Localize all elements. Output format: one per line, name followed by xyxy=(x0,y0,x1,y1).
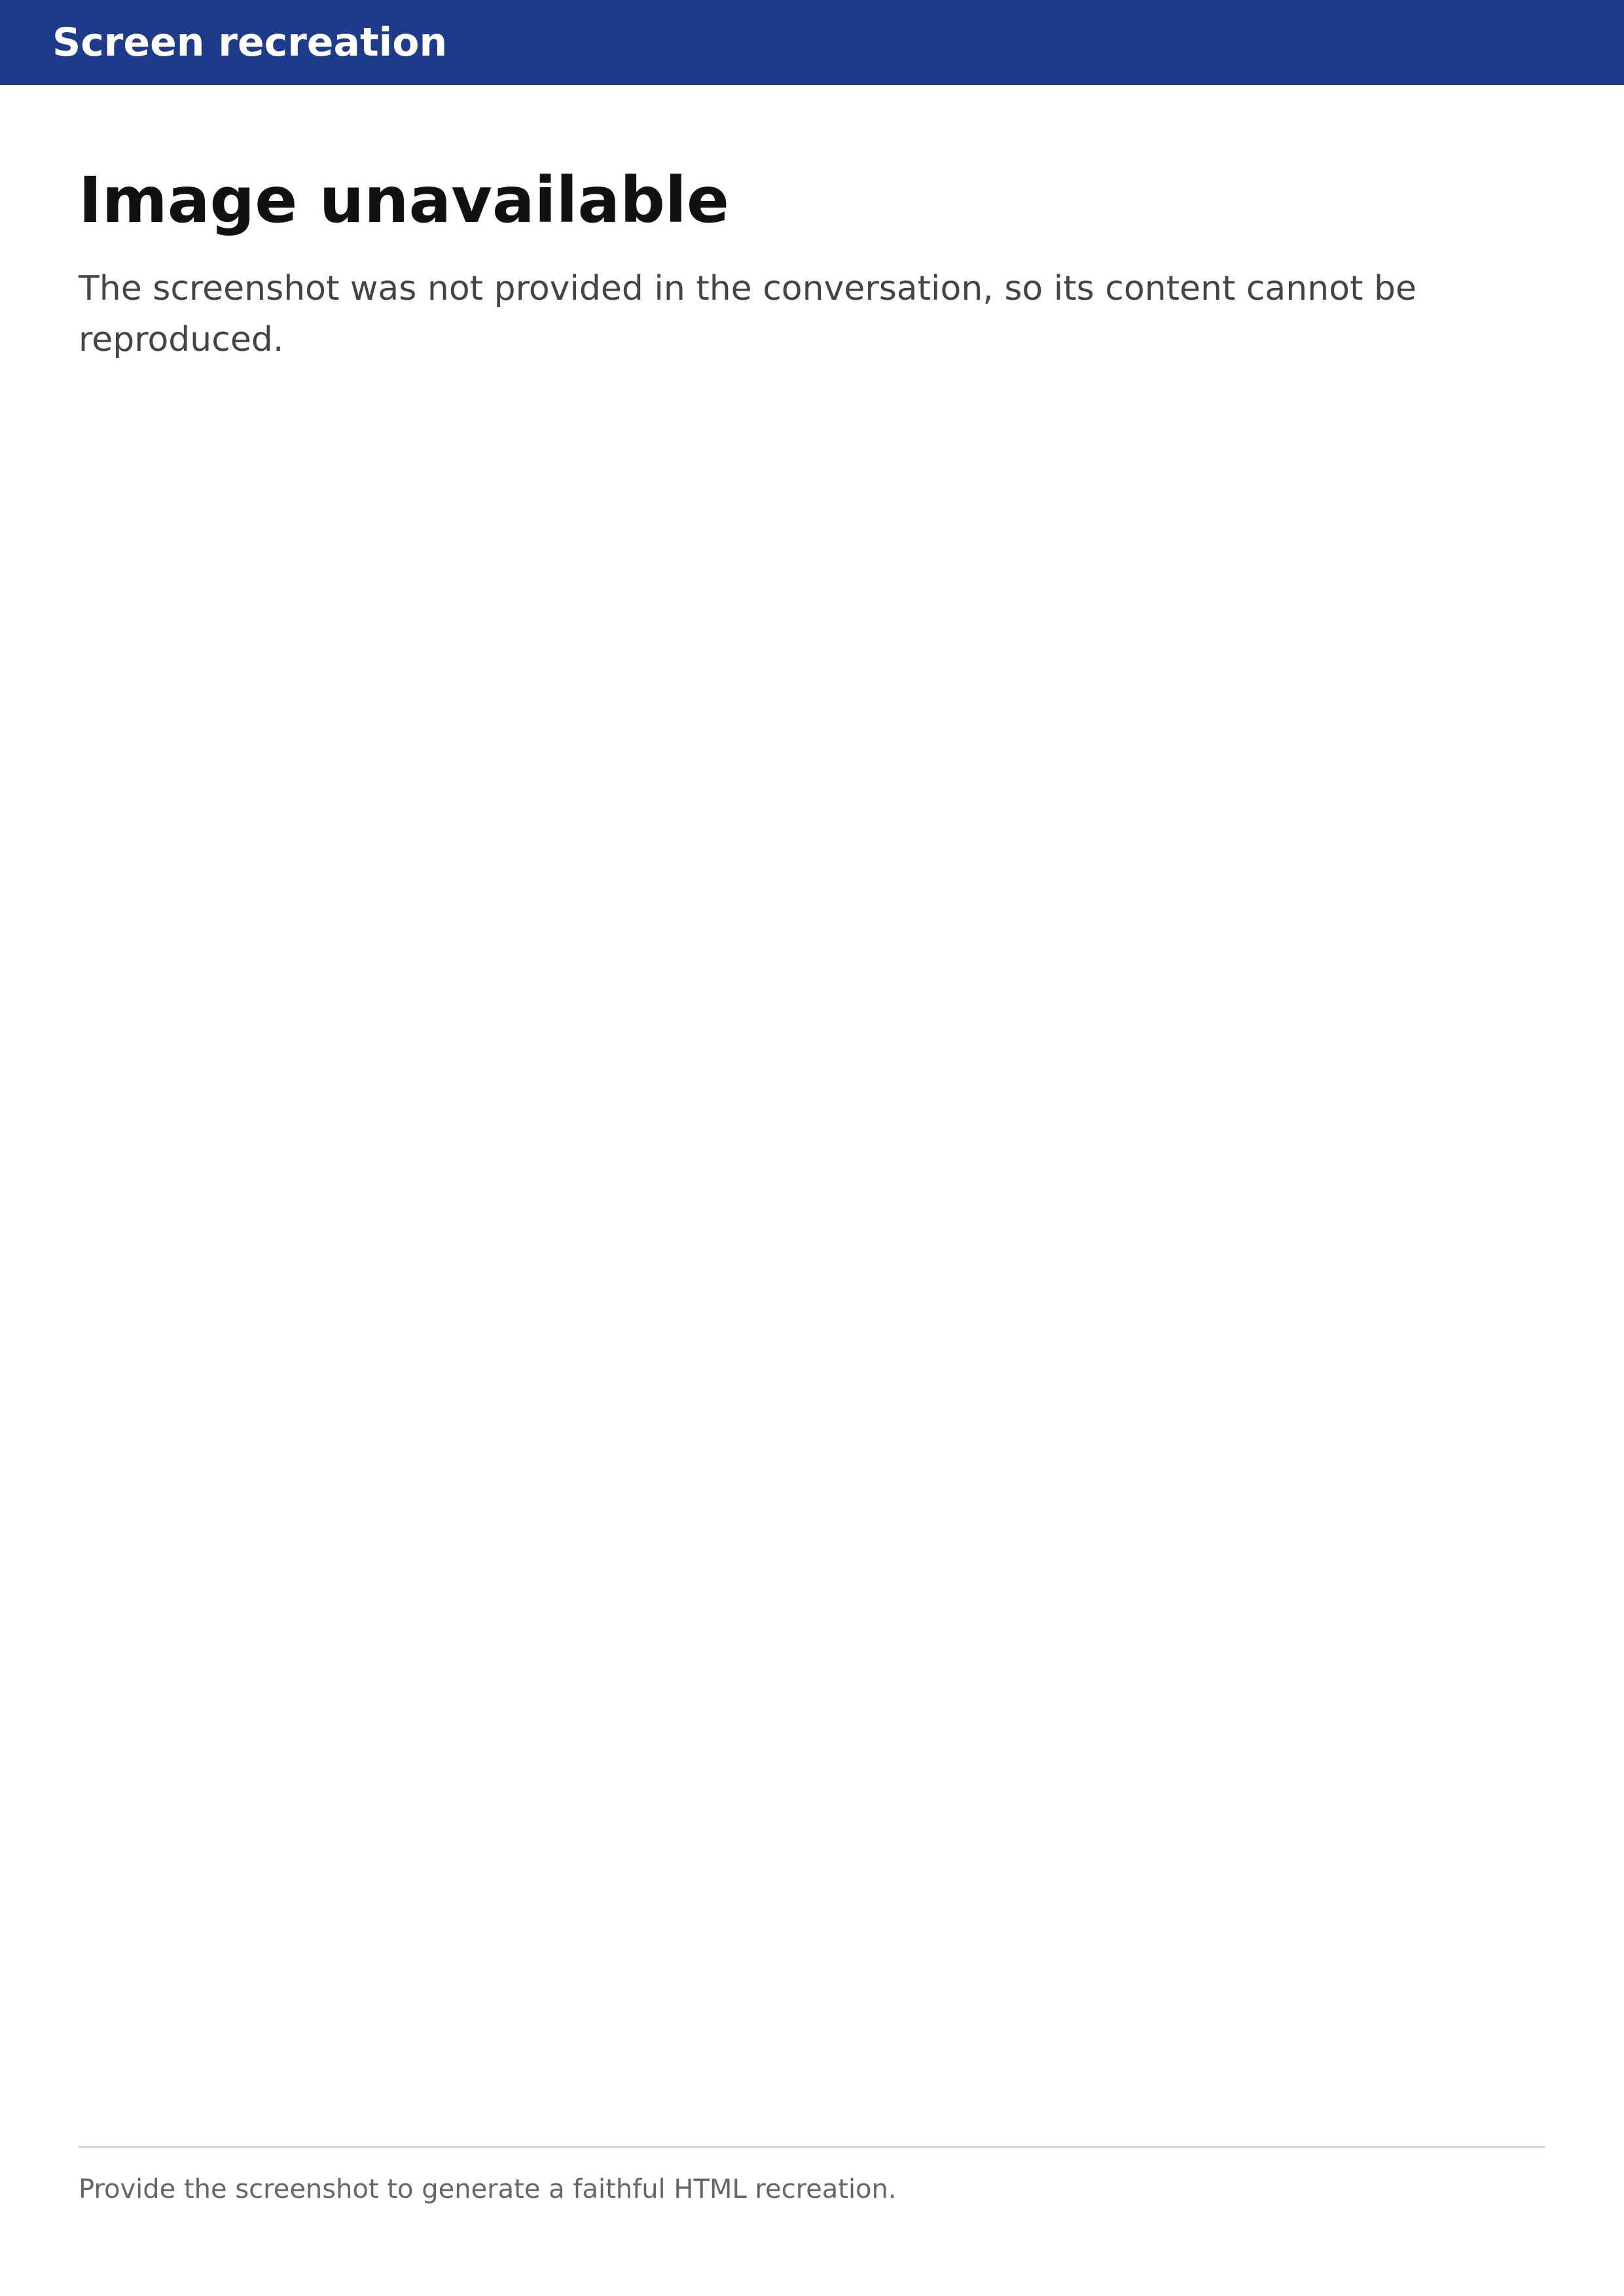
page-subtitle: The screenshot was not provided in the conversation, so its content cannot be reproduced. xyxy=(79,269,1416,359)
window-title: Screen recreation xyxy=(52,20,448,65)
page-title: Image unavailable xyxy=(79,164,729,237)
app-header xyxy=(0,0,1624,85)
footer-note: Provide the screenshot to generate a faithful HTML recreation. xyxy=(79,2146,1545,2204)
main-content xyxy=(79,164,1545,365)
